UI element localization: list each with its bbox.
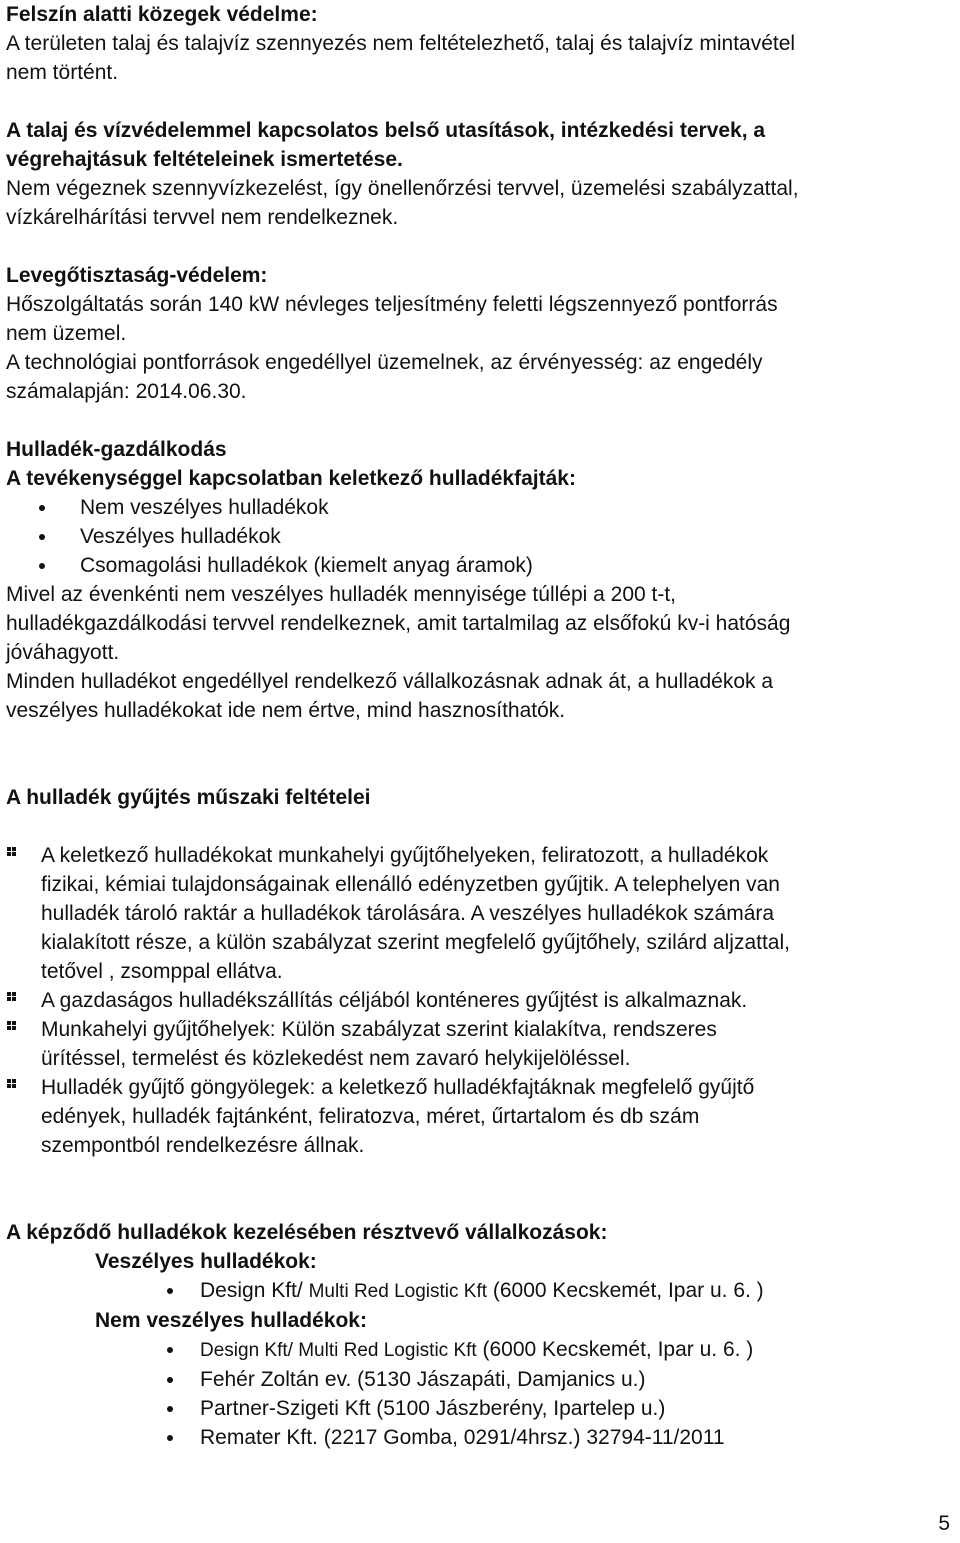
section-waste (6, 435, 954, 725)
collection-list (6, 841, 954, 1160)
bullet-icon (39, 534, 45, 540)
subheading-waste-types: A tevékenységgel kapcsolatban keletkező hulladékfajták: (6, 467, 576, 490)
label-nonhazardous: Nem veszélyes hulladékok: (95, 1309, 367, 1332)
square-bullet-icon (7, 1079, 17, 1089)
hazardous-contractors-list (6, 1276, 954, 1306)
square-bullet-icon (7, 1021, 17, 1031)
bullet-icon (39, 563, 45, 569)
text-line: nem üzemel. (6, 322, 127, 345)
list-item: Csomagolási hulladékok (kiemelt anyag áramok) (6, 551, 954, 580)
bullet-icon (167, 1377, 173, 1383)
nonhazardous-contractors-list (6, 1335, 954, 1452)
heading-internal-rules: A talaj és vízvédelemmel kapcsolatos belső utasítások, intézkedési tervek, a (6, 119, 766, 142)
list-item: Hulladék gyűjtő göngyölegek: a keletkező hulladékfajtáknak megfelelő gyűjtő edények, hulladék fajtánként, feliratozva, méret, űrtartalom és db szám szempontból rendelkezésre állnak. (6, 1073, 954, 1160)
bullet-icon (167, 1435, 173, 1441)
list-item: Remater Kft. (2217 Gomba, 0291/4hrsz.) 32794-11/2011 (6, 1423, 954, 1452)
text-line: Mivel az évenkénti nem veszélyes hulladék mennyisége túllépi a 200 t-t, (6, 583, 677, 606)
page-number: 5 (938, 1512, 950, 1535)
bullet-icon (39, 505, 45, 511)
list-item: A gazdaságos hulladékszállítás céljából konténeres gyűjtést is alkalmaznak. (6, 986, 954, 1015)
text-line: Hőszolgáltatás során 140 kW névleges teljesítmény feletti légszennyező pontforrás (6, 293, 778, 316)
section-subsurface (6, 0, 954, 87)
text-line: nem történt. (6, 61, 119, 84)
text-line: A technológiai pontforrások engedéllyel üzemelnek, az érvényesség: az engedély (6, 351, 763, 374)
text-line: számalapján: 2014.06.30. (6, 380, 247, 403)
square-bullet-icon (7, 992, 17, 1002)
section-contractors (6, 1218, 954, 1452)
heading-waste: Hulladék-gazdálkodás (6, 438, 227, 461)
text-line: jóváhagyott. (6, 641, 120, 664)
section-internal-rules (6, 116, 954, 232)
heading-collection: A hulladék gyűjtés műszaki feltételei (6, 786, 371, 809)
text-line: A területen talaj és talajvíz szennyezés nem feltételezhető, talaj és talajvíz mintavétel (6, 32, 796, 55)
list-item: A keletkező hulladékokat munkahelyi gyűjtőhelyeken, feliratozott, a hulladékok fizikai, kémiai tulajdonságainak ellenálló edényzetben gyűjtik. A telephelyen van hulladék tároló raktár a hulladékok tárolására. A veszélyes hulladékok számára kialakított része, a külön szabályzat szerint megfelelő gyűjtőhely, szilárd aljzattal, tetővel , zsomppal ellátva. (6, 841, 954, 986)
heading-internal-rules-cont: végrehajtásuk feltételeinek ismertetése. (6, 148, 403, 171)
label-hazardous: Veszélyes hulladékok: (95, 1250, 317, 1273)
list-item: Fehér Zoltán ev. (5130 Jászapáti, Damjanics u.) (6, 1365, 954, 1394)
heading-air: Levegőtisztaság-védelem: (6, 264, 268, 287)
waste-types-list (6, 493, 954, 580)
heading-subsurface: Felszín alatti közegek védelme: (6, 3, 318, 26)
document-page (6, 0, 954, 1452)
list-item: Munkahelyi gyűjtőhelyek: Külön szabályzat szerint kialakítva, rendszeres ürítéssel, termelést és közlekedést nem zavaró helykijelöléssel. (6, 1015, 954, 1073)
list-item: Design Kft/ Multi Red Logistic Kft (6000 Kecskemét, Ipar u. 6. ) (6, 1335, 954, 1365)
section-collection (6, 783, 954, 1160)
bullet-icon (167, 1347, 173, 1353)
heading-contractors: A képződő hulladékok kezelésében résztvevő vállalkozások: (6, 1221, 608, 1244)
square-bullet-icon (7, 847, 17, 857)
text-line: veszélyes hulladékokat ide nem értve, mind hasznosíthatók. (6, 699, 566, 722)
bullet-icon (167, 1406, 173, 1412)
text-line: hulladékgazdálkodási tervvel rendelkeznek, amit tartalmilag az elsőfokú kv-i hatóság (6, 612, 791, 635)
list-item: Design Kft/ Multi Red Logistic Kft (6000 Kecskemét, Ipar u. 6. ) (6, 1276, 954, 1306)
list-item: Partner-Szigeti Kft (5100 Jászberény, Ipartelep u.) (6, 1394, 954, 1423)
list-item: Veszélyes hulladékok (6, 522, 954, 551)
bullet-icon (167, 1288, 173, 1294)
list-item: Nem veszélyes hulladékok (6, 493, 954, 522)
text-line: vízkárelhárítási tervvel nem rendelkeznek. (6, 206, 399, 229)
text-line: Nem végeznek szennyvízkezelést, így önellenőrzési tervvel, üzemelési szabályzattal, (6, 177, 799, 200)
text-line: Minden hulladékot engedéllyel rendelkező vállalkozásnak adnak át, a hulladékok a (6, 670, 774, 693)
section-air (6, 261, 954, 406)
